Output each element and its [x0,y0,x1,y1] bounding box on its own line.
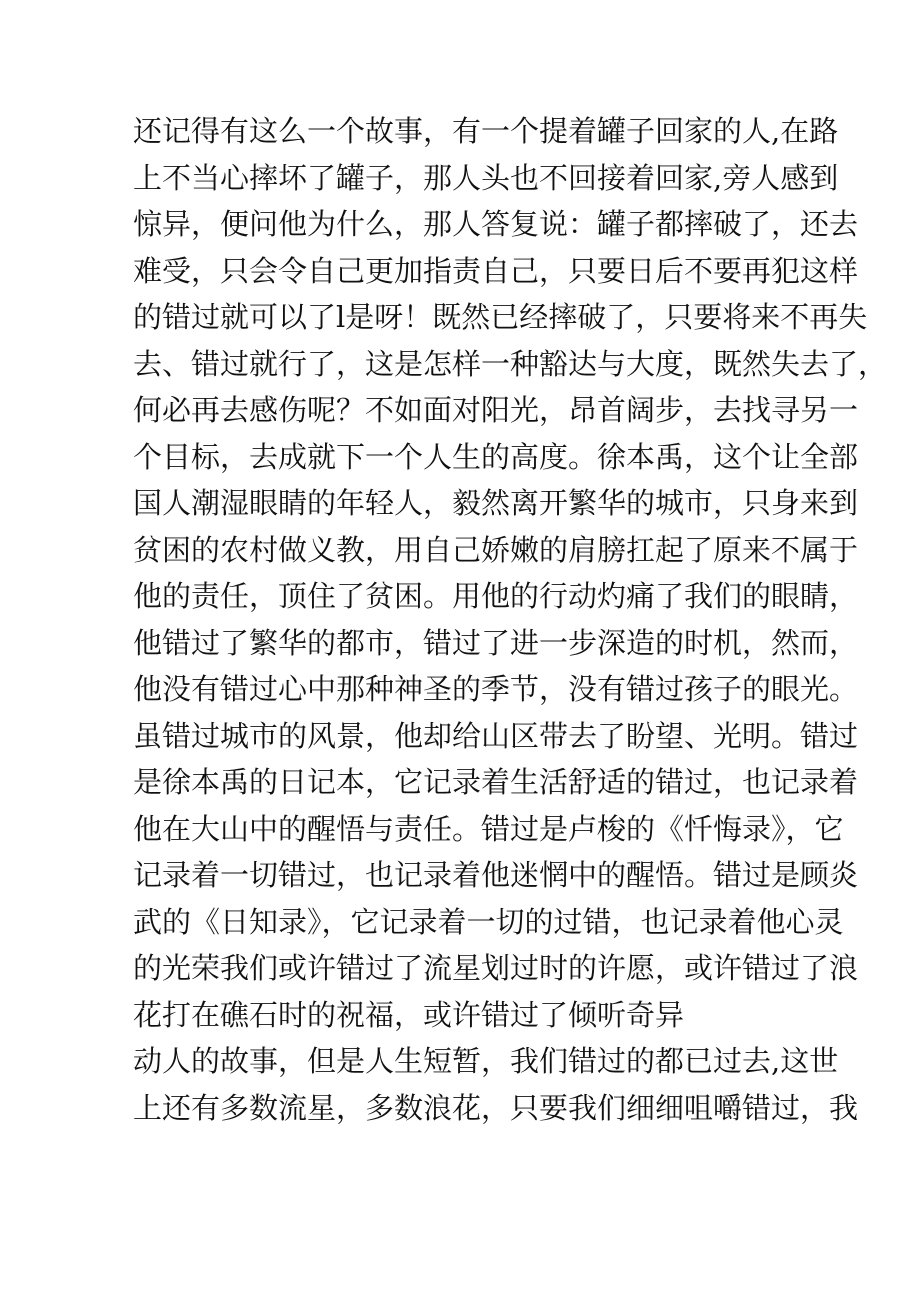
text-line: 上还有多数流星，多数浪花，只要我们细细咀嚼错过，我 [133,1090,859,1125]
text-line: 他错过了繁华的都市，错过了进一步深造的时机，然而， [133,625,859,660]
text-line: 武的《日知录》，它记录着一切的过错，也记录着他心灵 [133,904,844,939]
text-line: 上不当心摔坏了罐子，那人头也不回接着回家,旁人感到 [133,160,839,195]
text-line: 记录着一切错过，也记录着他迷惘中的醒悟。错过是顾炎 [133,858,859,892]
body-text [133,108,888,1131]
text-line: 何必再去感伤呢？不如面对阳光，昂首阔步，去找寻另一 [133,393,859,427]
text-line: 个目标，去成就下一个人生的高度。徐本禹，这个让全部 [133,439,859,474]
text-line: 还记得有这么一个故事，有一个提着罐子回家的人,在路 [133,114,839,148]
text-line: 惊异，便问他为什么，那人答复说：罐子都摔破了，还去 [133,207,859,241]
text-line: 难受，只会令自己更加指责自己，只要日后不要再犯这样 [133,253,859,288]
text-line: 的光荣我们或许错过了流星划过时的许愿，或许错过了浪 [133,951,859,985]
text-line: 的错过就可以了l是呀！既然已经摔破了，只要将来不再失 [133,300,868,334]
text-line: 贫困的农村做义教，用自己娇嫩的肩膀扛起了原来不属于 [133,532,859,567]
text-line: 他没有错过心中那种神圣的季节，没有错过孩子的眼光。 [133,672,859,706]
text-line: 去、错过就行了，这是怎样一种豁达与大度，既然失去了， [133,346,888,381]
text-line: 花打在礁石时的祝福，或许错过了倾听奇异 [133,997,685,1032]
text-line: 虽错过城市的风景，他却给山区带去了盼望、光明。错过 [133,718,859,753]
text-line: 是徐本禹的日记本，它记录着生活舒适的错过，也记录着 [133,765,859,799]
text-line: 他在大山中的醒悟与责任。错过是卢梭的《忏悔录》，它 [133,811,844,846]
text-line: 动人的故事，但是人生短暂，我们错过的都已过去,这世 [133,1044,839,1078]
text-line: 他的责任，顶住了贫困。用他的行动灼痛了我们的眼睛， [133,579,859,613]
text-line: 国人潮湿眼睛的年轻人，毅然离开繁华的城市，只身来到 [133,486,859,520]
